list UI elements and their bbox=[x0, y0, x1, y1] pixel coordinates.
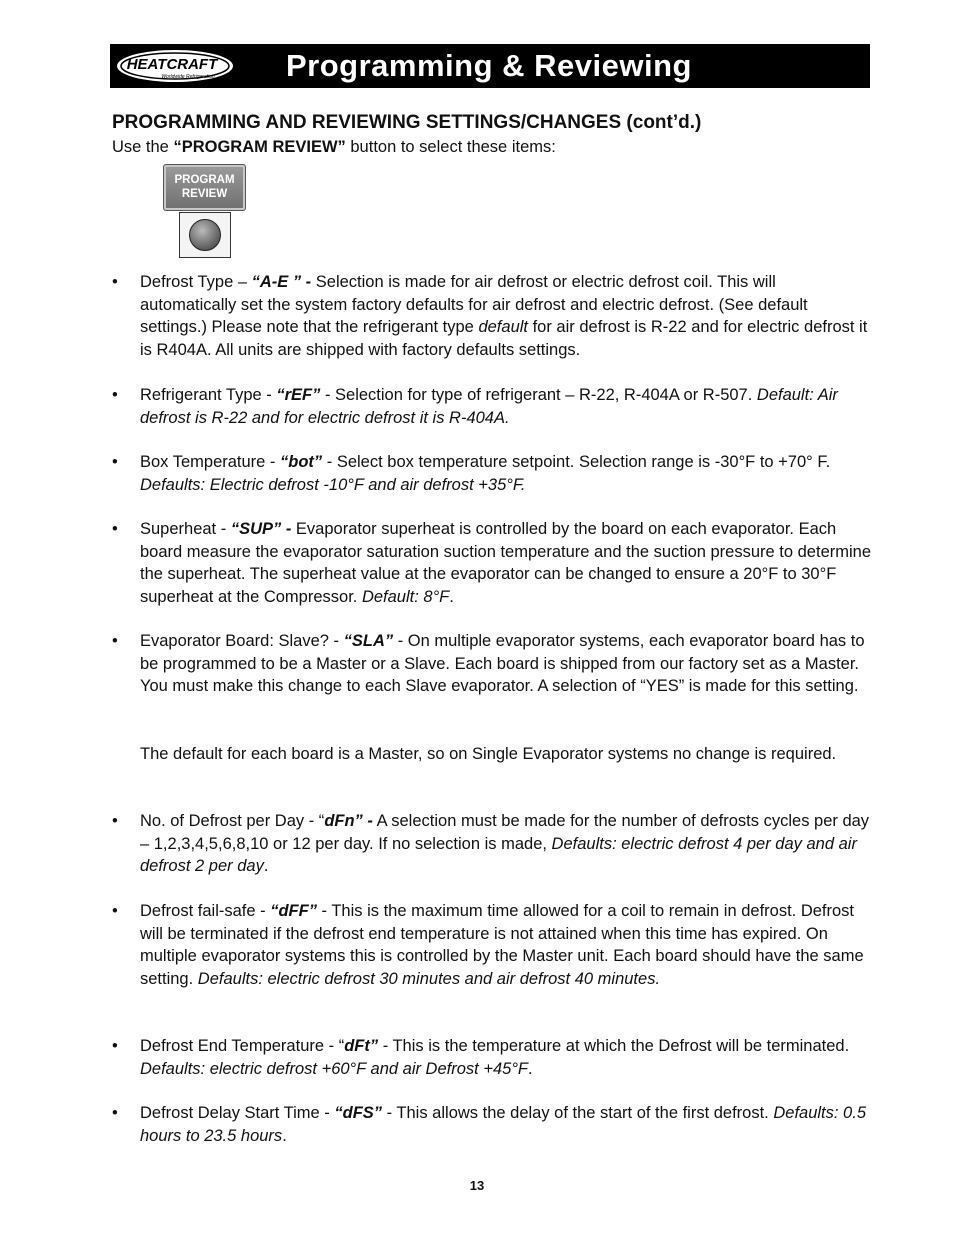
round-push-button-icon bbox=[189, 219, 221, 251]
list-item-defrost-type: • Defrost Type – “A-E ” - Selection is made for air defrost or electric defrost coil. This will automatically set the system factory defaults for air defrost and electric defrost. (See default settings.) Please note that the refrigerant type default for air defrost is R-22 and for electric defrost it is R404A. All units are shipped with factory defaults settings. bbox=[112, 273, 868, 359]
page-title: Programming & Reviewing bbox=[286, 48, 692, 83]
slave-default-note: The default for each board is a Master, so on Single Evaporator systems no change is required. bbox=[140, 745, 837, 763]
heatcraft-logo bbox=[114, 47, 236, 85]
list-item-superheat: • Superheat - “SUP” - Evaporator superheat is controlled by the board on each evaporator. Each board measure the evaporator saturation suction temperature and the suction pressure to determine the superheat. The superheat value at the evaporator can be changed to ensure a 20°F to 30°F superheat at the Compressor. Default: 8°F. bbox=[112, 520, 872, 606]
list-item-refrigerant-type: • Refrigerant Type - “rEF” - Selection for type of refrigerant – R-22, R-404A or R-507. Default: Air defrost is R-22 and for electric defrost it is R-404A. bbox=[112, 386, 838, 427]
list-item-defrost-per-day: • No. of Defrost per Day - “dFn” - A selection must be made for the number of defrosts cycles per day – 1,2,3,4,5,6,8,10 or 12 per day. If no selection is made, Defaults: electric defrost 4 per day and air defrost 2 per day. bbox=[112, 812, 870, 875]
page-header-banner bbox=[110, 44, 870, 88]
program-review-button-illustration: PROGRAM REVIEW bbox=[163, 164, 246, 211]
list-item-defrost-end-temperature: • Defrost End Temperature - “dFt” - This is the temperature at which the Defrost will be terminated. Defaults: electric defrost +60°F and air Defrost +45°F. bbox=[112, 1037, 850, 1078]
svg-text:Worldwide Refrigeration: Worldwide Refrigeration bbox=[161, 74, 215, 80]
section-heading: PROGRAMMING AND REVIEWING SETTINGS/CHANGES (cont’d.) bbox=[112, 112, 702, 133]
list-item-box-temperature: • Box Temperature - “bot” - Select box temperature setpoint. Selection range is -30°F to +70° F. Defaults: Electric defrost -10°F and air defrost +35°F. bbox=[112, 453, 831, 494]
list-item-defrost-delay-start: • Defrost Delay Start Time - “dFS” - This allows the delay of the start of the first defrost. Defaults: 0.5 hours to 23.5 hours. bbox=[112, 1104, 866, 1145]
list-item-defrost-fail-safe: • Defrost fail-safe - “dFF” - This is the maximum time allowed for a coil to remain in defrost. Defrost will be terminated if the defrost end temperature is not attained when this time has expired. On multiple evaporator systems this is controlled by the Master unit. Each board should have the same setting. Defaults: electric defrost 30 minutes and air defrost 40 minutes. bbox=[112, 902, 864, 988]
round-button-frame bbox=[179, 212, 231, 258]
svg-text:HEATCRAFT: HEATCRAFT bbox=[126, 56, 218, 73]
list-item-evaporator-slave: • Evaporator Board: Slave? - “SLA” - On multiple evaporator systems, each evaporator board has to be programmed to be a Master or a Slave. Each board is shipped from our factory set as a Master. You must make this change to each Slave evaporator. A selection of “YES” is made for this setting. bbox=[112, 632, 865, 695]
intro-text: Use the “PROGRAM REVIEW” button to select these items: bbox=[112, 138, 556, 156]
page-number: 13 bbox=[469, 1178, 485, 1193]
